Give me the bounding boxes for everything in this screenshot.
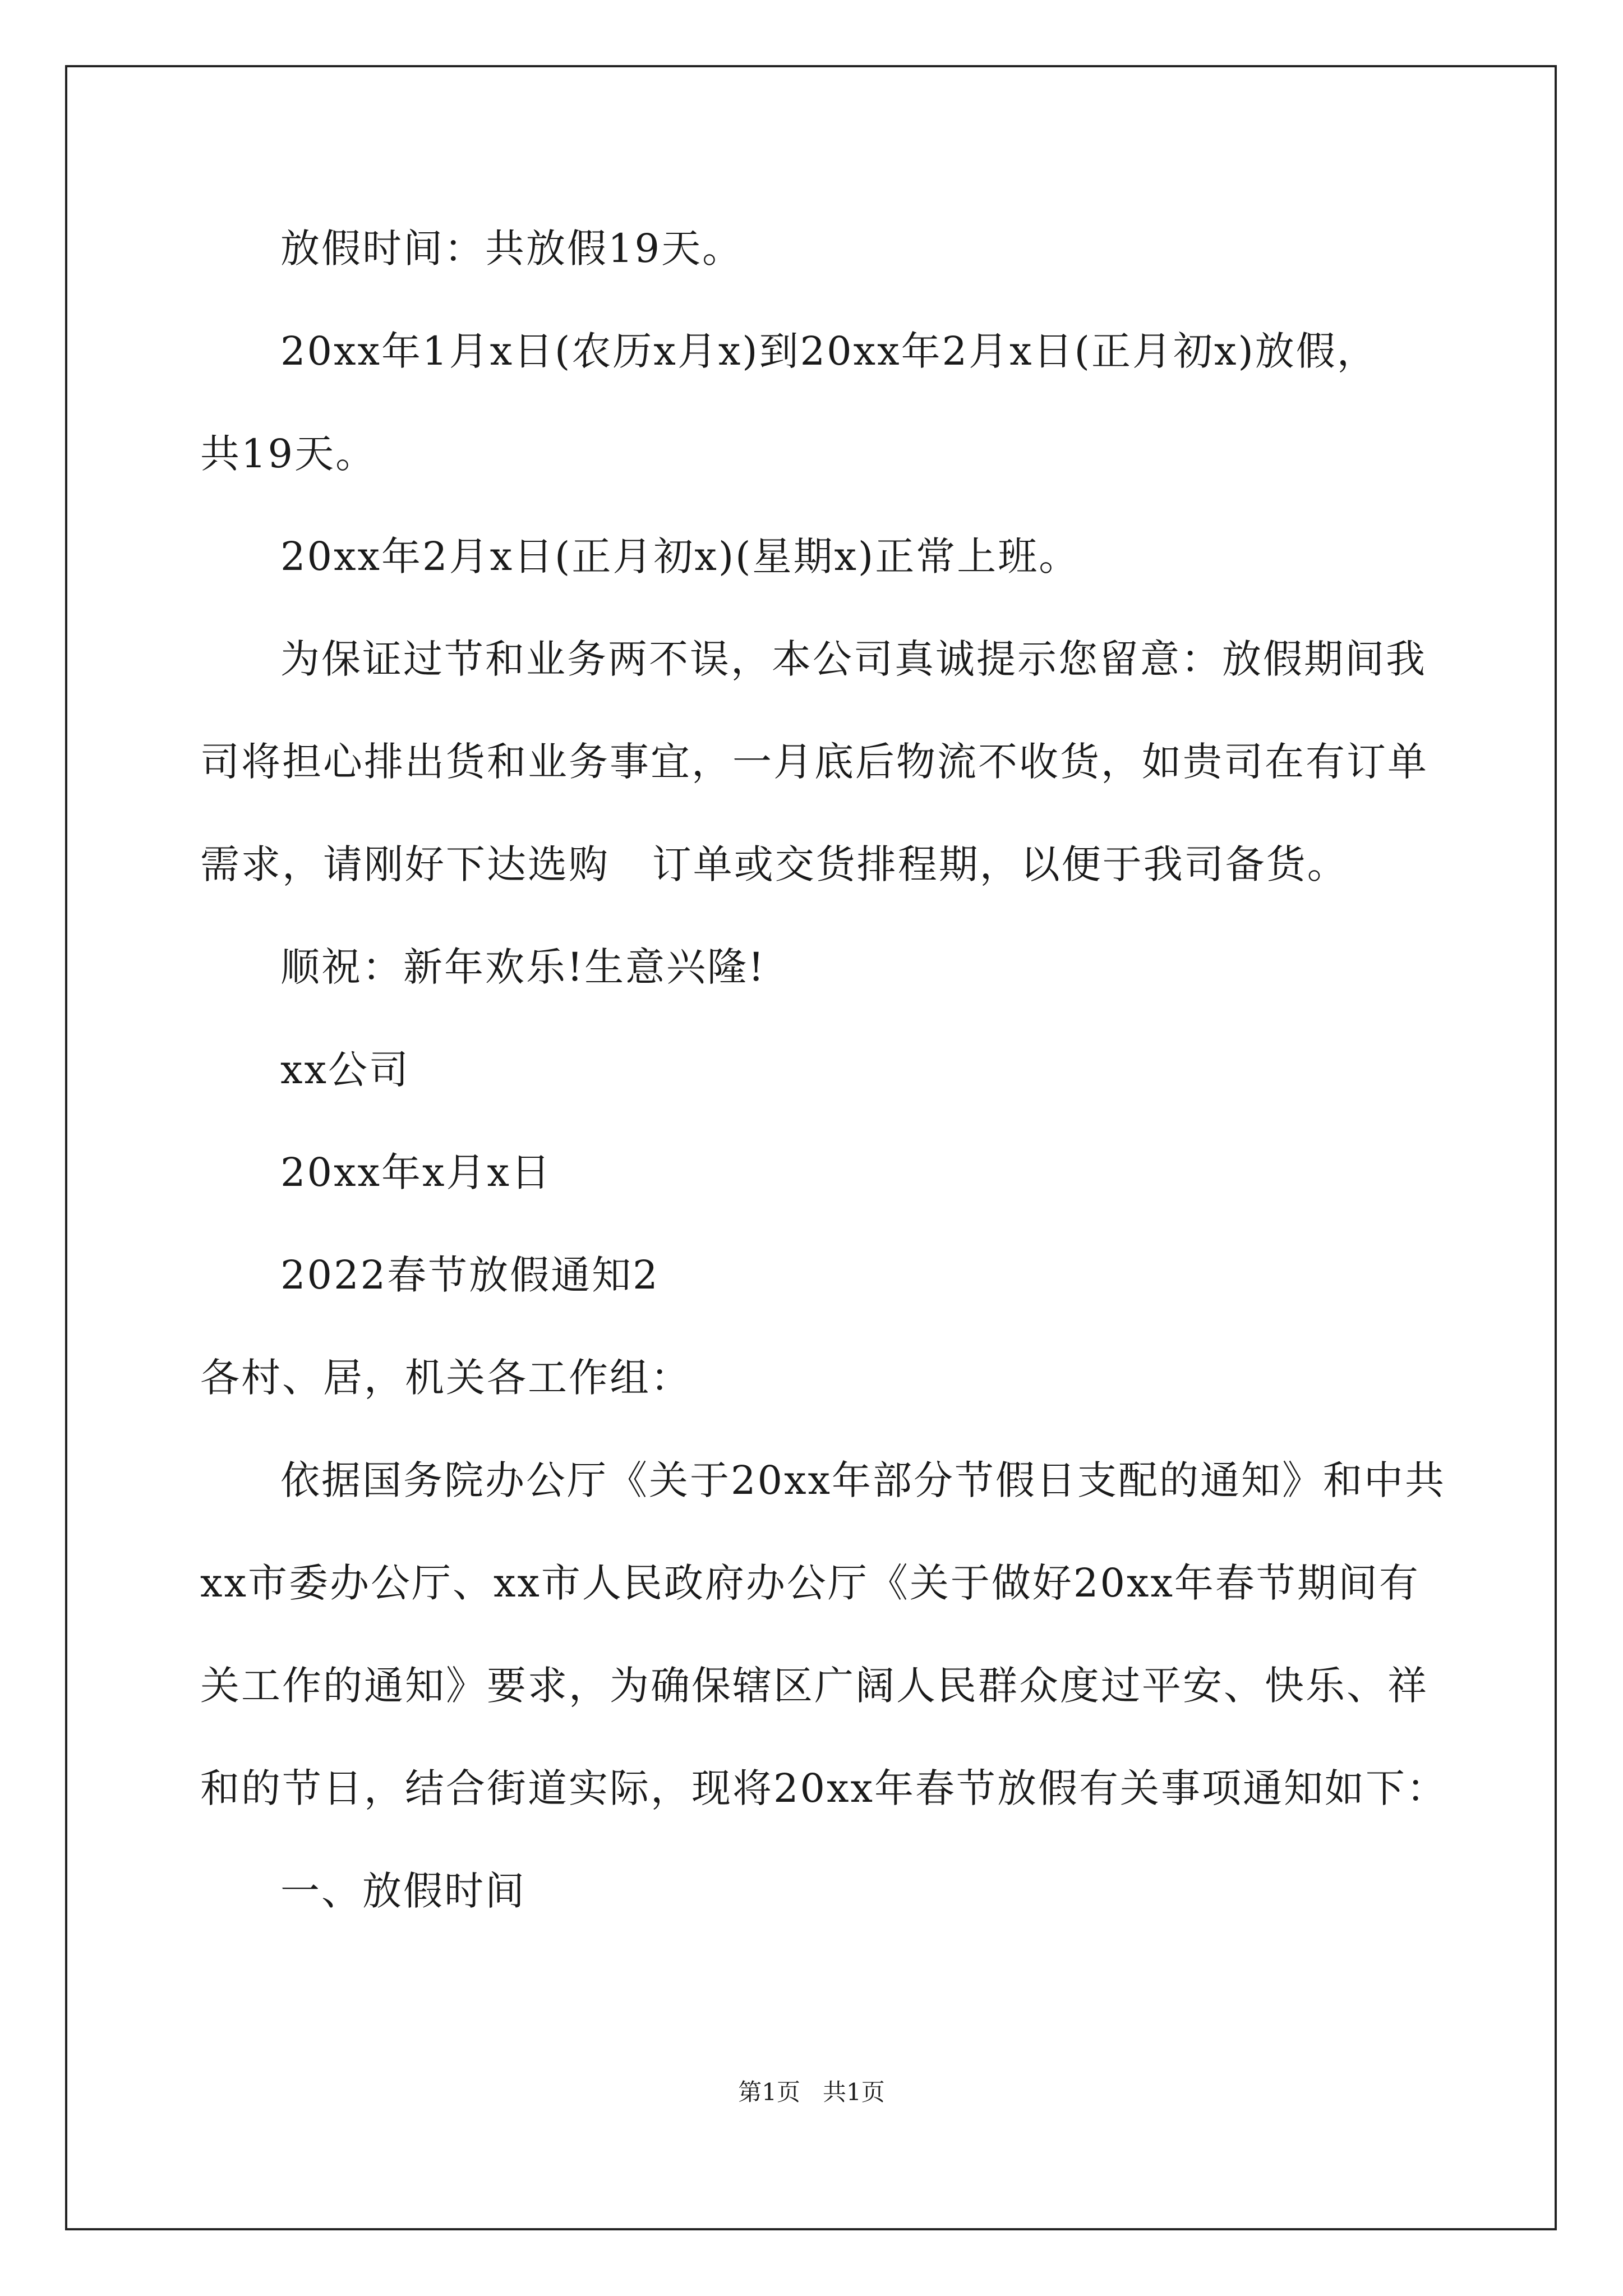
greeting: 顺祝：新年欢乐!生意兴隆! — [280, 944, 766, 990]
paragraph-basis-cont-1: xx市委办公厅、xx市人民政府办公厅《关于做好20xx年春节期间有 — [200, 1560, 1420, 1606]
section-title: 2022春节放假通知2 — [280, 1252, 660, 1298]
paragraph-reminder-cont-1: 司将担心排出货和业务事宜，一月底后物流不收货，如贵司在有订单 — [200, 739, 1428, 785]
page-footer: 第1页 共1页 — [738, 2078, 885, 2106]
signature-company: xx公司 — [280, 1047, 410, 1093]
paragraph-holiday-dates-cont: 共19天。 — [200, 431, 377, 477]
paragraph-holiday-dates: 20xx年1月x日(农历x月x)到20xx年2月x日(正月初x)放假， — [280, 328, 1378, 374]
paragraph-reminder: 为保证过节和业务两不误，本公司真诚提示您留意：放假期间我 — [280, 636, 1427, 682]
paragraph-basis: 依据国务院办公厅《关于20xx年部分节假日支配的通知》和中共 — [280, 1457, 1446, 1503]
document-body — [200, 223, 1451, 1968]
salutation: 各村、居，机关各工作组： — [200, 1355, 691, 1401]
paragraph-reminder-cont-2: 需求，请刚好下达选购 订单或交货排程期，以便于我司备货。 — [200, 841, 1348, 887]
heading-holiday-time: 一、放假时间 — [280, 1868, 526, 1914]
paragraph-basis-cont-3: 和的节日，结合街道实际，现将20xx年春节放假有关事项通知如下： — [200, 1765, 1448, 1811]
paragraph-basis-cont-2: 关工作的通知》要求，为确保辖区广阔人民群众度过平安、快乐、祥 — [200, 1663, 1428, 1709]
paragraph-return-to-work: 20xx年2月x日(正月初x)(星期x)正常上班。 — [280, 533, 1080, 579]
signature-date: 20xx年x月x日 — [280, 1149, 552, 1195]
paragraph-holiday-duration: 放假时间：共放假19天。 — [280, 226, 744, 272]
